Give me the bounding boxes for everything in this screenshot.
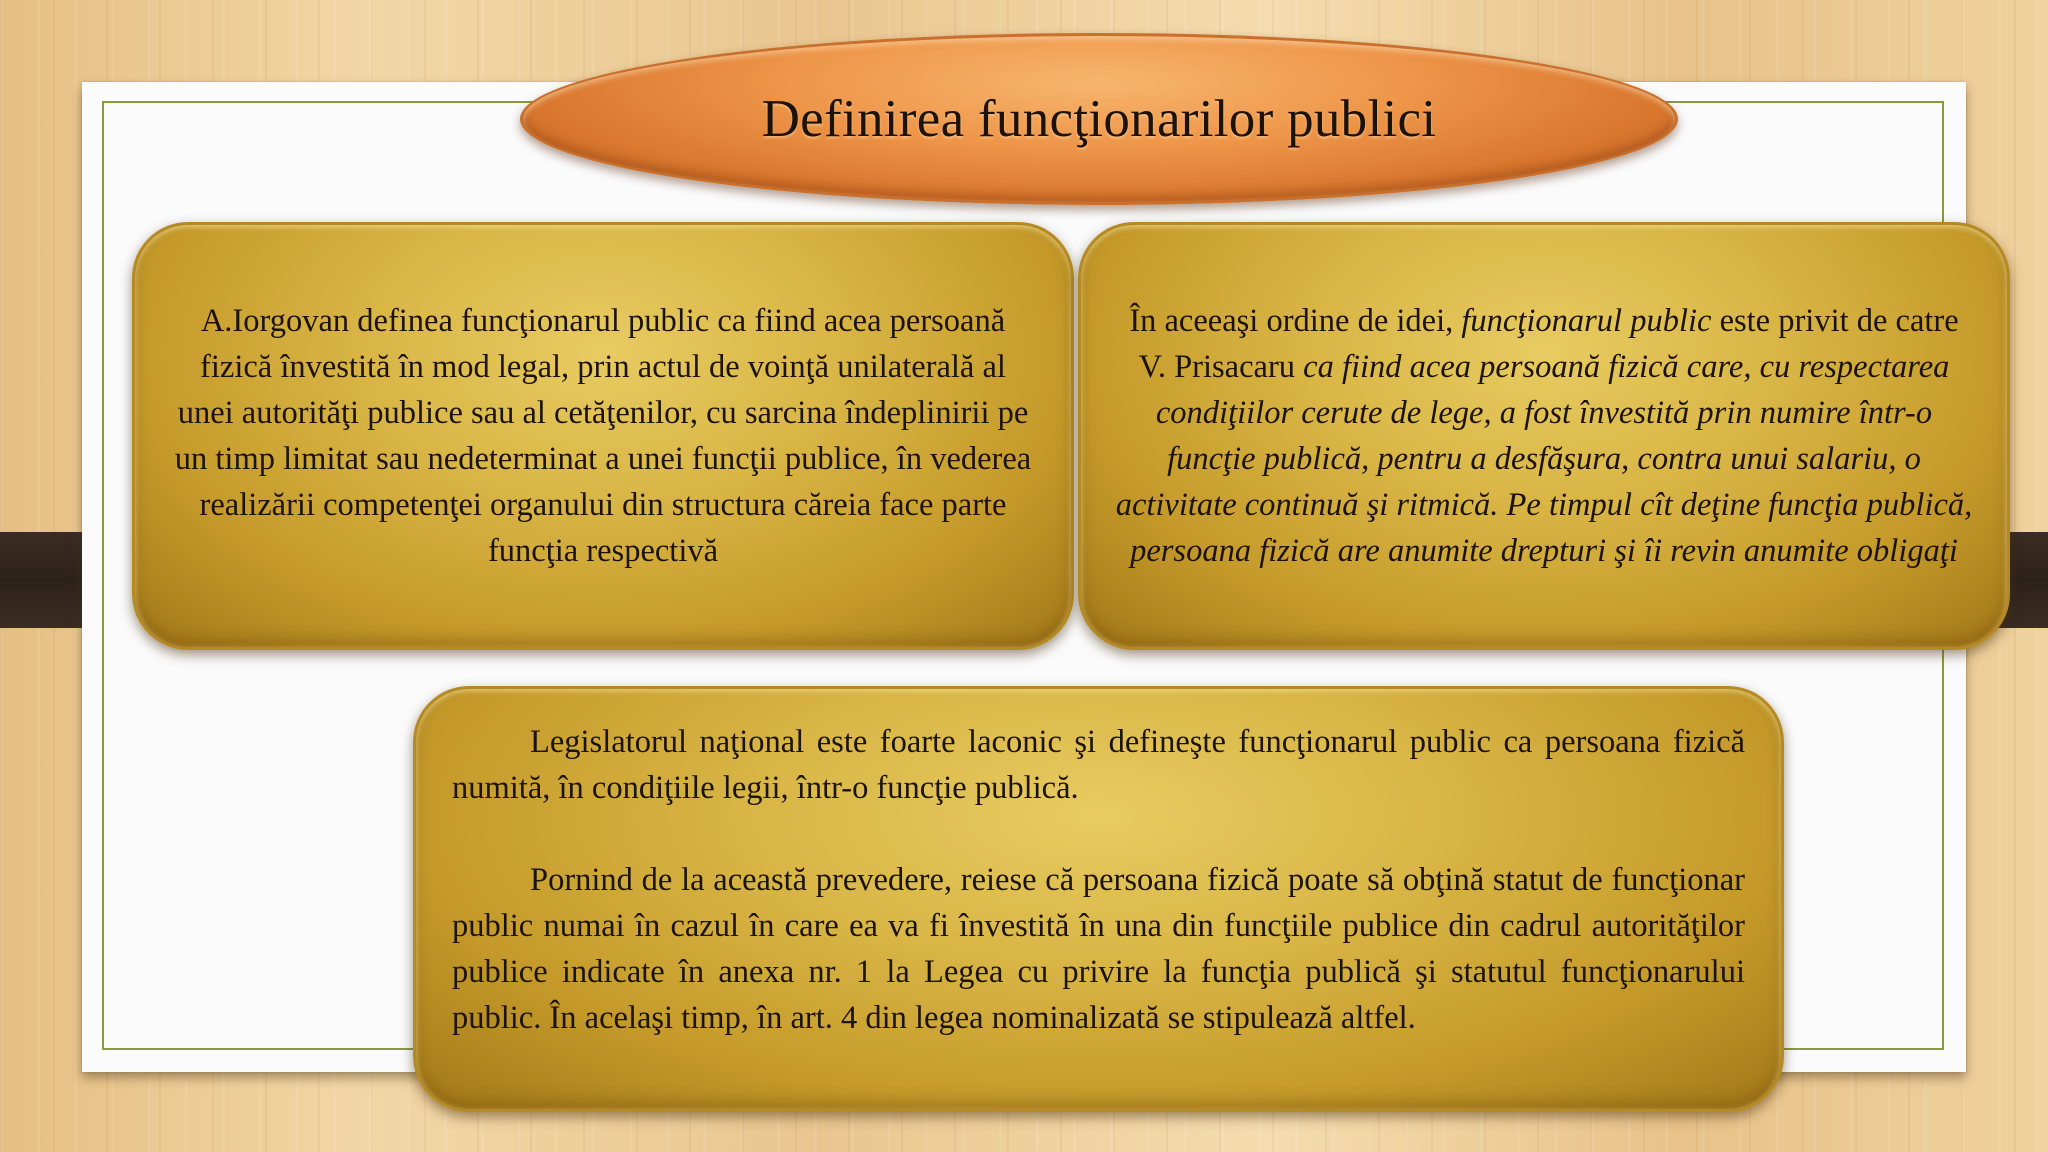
prisacaru-attribution-text: este privit de catre V. Prisacaru bbox=[1138, 303, 1959, 385]
definition-box-iorgovan bbox=[132, 222, 1074, 650]
slide-title: Definirea funcţionarilor publici bbox=[761, 90, 1437, 148]
prisacaru-definition-text bbox=[1115, 298, 1973, 574]
legislation-paragraph-1: Legislatorul naţional este foarte laconic şi defineşte funcţionarul public ca persoana fizică numită, în condiţiile legii, într-o funcţie publică. bbox=[452, 724, 1745, 806]
legislation-paragraph-2: Pornind de la această prevedere, reiese că persoana fizică poate să obţină statut de funcţionar public numai în cazul în care ea va fi învestită în una din funcţiile publice din cadrul autorităţilor publice indicate în anexa nr. 1 la Legea cu privire la funcţia publică şi statutul funcţionarului public. În acelaşi timp, în art. 4 din legea nominalizată se stipulează altfel. bbox=[452, 862, 1745, 1036]
definition-box-prisacaru bbox=[1078, 222, 2010, 650]
prisacaru-term-italic: funcţionarul public bbox=[1461, 303, 1712, 339]
title-banner bbox=[520, 33, 1678, 205]
iorgovan-definition-text: A.Iorgovan definea funcţionarul public ca fiind acea persoană fizică învestită în mod legal, prin actul de voinţă unilaterală al unei autorităţi publice sau al cetăţenilor, cu sarcina îndeplinirii pe un timp limitat sau nedeterminat a unei funcţii publice, în vederea realizării competenţei organului din structura căreia face parte funcţia respectivă bbox=[174, 303, 1032, 569]
prisacaru-quote-italic: ca fiind acea persoană fizică care, cu respectarea condiţiilor cerute de lege, a fost învestită prin numire într-o funcţie publică, pentru a desfăşura, contra unui salariu, o activitate continuă şi ritmică. Pe timpul cît deţine funcţia publică, persoana fizică are anumite drepturi şi îi revin anumite obligaţi bbox=[1115, 349, 1973, 569]
prisacaru-intro-text: În aceeaşi ordine de idei, bbox=[1129, 303, 1462, 339]
legislation-box bbox=[413, 686, 1784, 1112]
